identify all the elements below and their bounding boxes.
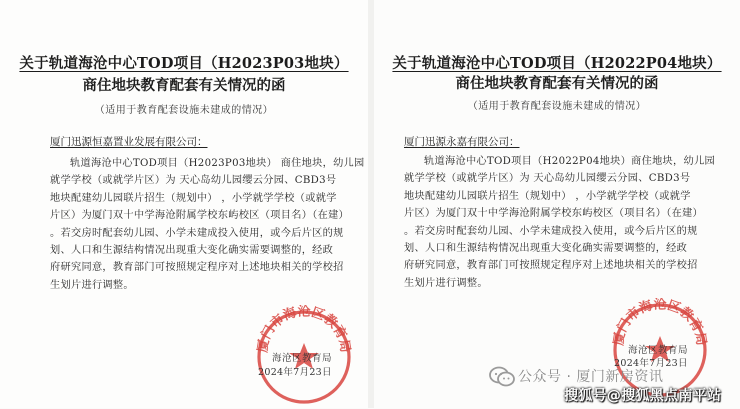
watermark-channel: 公众号 · 厦门新房资讯 <box>518 369 664 385</box>
issuer-name: 海沧区教育局 <box>628 345 689 356</box>
doc-addressee: 厦门迅源恒嘉置业发展有限公司： <box>50 136 208 148</box>
body-line: 地块配建幼儿园联片招生（规划中） ，小学就学学校（或就学 <box>404 190 691 202</box>
svg-text:厦门市海沧区教育局: 厦门市海沧区教育局 <box>255 305 353 354</box>
watermark-credit: 搜狐号@搜狐黑点南平站 <box>564 388 722 404</box>
doc-title-line1: 关于轨道海沧中心TOD项目（H2023P03地块） <box>19 55 349 72</box>
watermark <box>488 360 740 406</box>
doc-subtitle: （适用于教育配套设施未建成的情况） <box>94 105 274 116</box>
doc-addressee: 厦门迅源永嘉有限公司： <box>404 136 520 148</box>
doc-title-line1: 关于轨道海沧中心TOD项目（H2022P04地块） <box>392 55 722 72</box>
body-line: 划、人口和生源结构情况出现重大变化确实需要调整的，经政 <box>50 245 334 257</box>
body-line: 生划片进行调整。 <box>50 279 134 291</box>
document-left <box>0 0 368 408</box>
issuer-name: 海沧区教育局 <box>272 353 333 364</box>
body-line: 轨道海沧中心TOD项目（H2022P04地块）商住地块，幼儿园 <box>424 156 715 167</box>
body-line: 就学学校（或就学片区）为 天心岛幼儿园缨云分园、CBD3号 <box>50 175 337 187</box>
body-line: 划、人口和生源结构情况出现重大变化确实需要调整的，经政 <box>404 243 688 255</box>
doc-title-line2: 商住地块教育配套有关情况的函 <box>455 75 659 92</box>
document-right <box>374 0 740 408</box>
body-line: 片区）为厦门双十中学海沧附属学校东屿校区（项目名）（在建） <box>404 208 704 220</box>
doc-subtitle: （适用于教育配套设施未建成的情况） <box>467 101 647 112</box>
svg-text:厦门市海沧区教育局: 厦门市海沧区教育局 <box>611 298 709 347</box>
wechat-icon <box>488 366 516 388</box>
body-line: 府研究同意，教育部门可按照规定程序对上述地块相关的学校招 <box>50 262 344 274</box>
body-line: 轨道海沧中心TOD项目（H2023P03地块） 商住地块，幼儿园 <box>70 158 365 169</box>
issue-date: 2024年7月23日 <box>614 358 688 369</box>
body-line: 地块配建幼儿园联片招生（规划中） ，小学就学学校（或就学 <box>50 192 337 204</box>
issue-date: 2024年7月23日 <box>258 367 332 378</box>
body-line: 片区）为厦门双十中学海沧附属学校东屿校区（项目名）（在建） <box>50 210 350 222</box>
doc-body <box>50 155 365 294</box>
body-line: 。若交房时配套幼儿园、小学未建成投入使用，或今后片区的规 <box>404 225 698 237</box>
body-line: 府研究同意，教育部门可按照规定程序对上述地块相关的学校招 <box>404 260 698 272</box>
doc-title-line2: 商住地块教育配套有关情况的函 <box>82 77 286 94</box>
body-line: 。若交房时配套幼儿园、小学未建成投入使用，或今后片区的规 <box>50 227 344 239</box>
doc-body <box>404 153 715 292</box>
body-line: 生划片进行调整。 <box>404 277 488 289</box>
body-line: 就学学校（或就学片区）为 天心岛幼儿园缨云分园、CBD3号 <box>404 173 691 185</box>
